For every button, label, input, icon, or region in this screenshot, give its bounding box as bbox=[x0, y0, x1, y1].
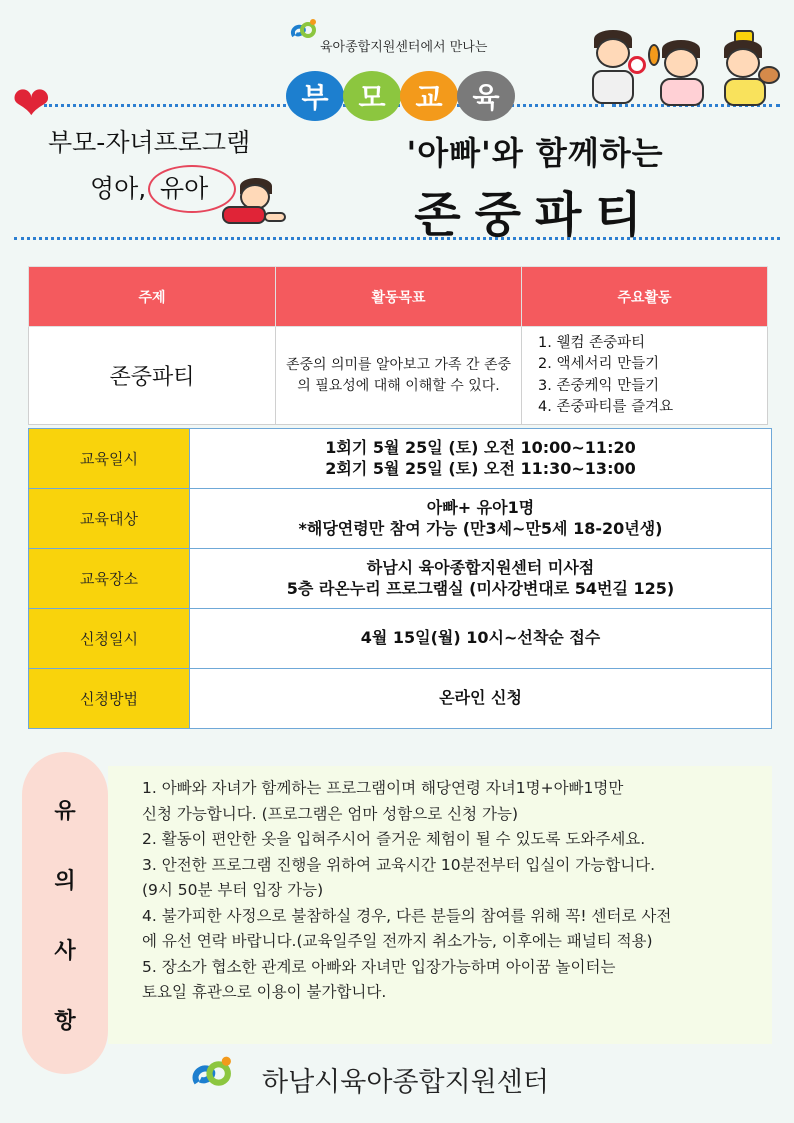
value-apply-date: 4월 15일(월) 10시~선착순 접수 bbox=[190, 609, 772, 669]
badge-2: 모 bbox=[343, 71, 401, 121]
note-line: 1. 아빠와 자녀가 함께하는 프로그램이며 해당연령 자녀1명+아빠1명만 bbox=[142, 779, 624, 797]
badge-3: 교 bbox=[400, 71, 458, 121]
info-table bbox=[28, 428, 772, 729]
header-activities: 주요활동 bbox=[522, 267, 768, 327]
footer-org-name: 하남시육아종합지원센터 bbox=[262, 1067, 549, 1098]
value-apply-method: 온라인 신청 bbox=[190, 669, 772, 729]
child-illustration bbox=[212, 178, 288, 232]
header-topic: 주제 bbox=[29, 267, 276, 327]
center-logo-icon bbox=[288, 16, 318, 46]
title-line2: 존중파티 bbox=[414, 187, 656, 243]
note-line: (9시 50분 부터 입장 가능) bbox=[142, 881, 324, 899]
summary-table bbox=[28, 266, 768, 425]
note-line: 신청 가능합니다. (프로그램은 엄마 성함으로 신청 가능) bbox=[142, 804, 518, 823]
label-target: 교육대상 bbox=[29, 489, 190, 549]
program-type-line2b: 유아 bbox=[160, 174, 209, 203]
notes-tab-char: 항 bbox=[54, 1009, 76, 1034]
label-apply-date: 신청일시 bbox=[29, 609, 190, 669]
cell-activities bbox=[522, 327, 768, 425]
cell-topic: 존중파티 bbox=[29, 327, 276, 425]
header-caption: 육아종합지원센터에서 만나는 bbox=[320, 40, 488, 55]
notes-tab-char: 의 bbox=[54, 869, 76, 894]
notes-box bbox=[108, 766, 772, 1044]
cell-goal: 존중의 의미를 알아보고 가족 간 존중의 필요성에 대해 이해할 수 있다. bbox=[276, 327, 522, 425]
header-bottom-divider bbox=[14, 237, 780, 240]
table-row bbox=[29, 549, 772, 609]
note-line: 토요일 휴관으로 이용이 불가합니다. bbox=[142, 983, 387, 1001]
table-row bbox=[29, 429, 772, 489]
activity-item: 3. 존중케익 만들기 bbox=[538, 377, 660, 394]
heart-icon: ❤ bbox=[12, 76, 51, 130]
notes-tab-char: 사 bbox=[54, 939, 76, 964]
activity-item: 1. 웰컴 존중파티 bbox=[538, 335, 646, 352]
note-line: 4. 불가피한 사정으로 불참하실 경우, 다른 분들의 참여를 위해 꼭! 센터로 사전 bbox=[142, 906, 672, 925]
note-line: 2. 활동이 편안한 옷을 입혀주시어 즐거운 체험이 될 수 있도록 도와주세요. bbox=[142, 830, 646, 848]
footer-logo-icon bbox=[180, 1052, 242, 1098]
note-line: 5. 장소가 협소한 관계로 아빠와 자녀만 입장가능하며 아이꿈 놀이터는 bbox=[142, 957, 616, 976]
label-location: 교육장소 bbox=[29, 549, 190, 609]
notes-tab bbox=[22, 752, 108, 1074]
badge-1: 부 bbox=[286, 71, 344, 121]
value-target: 아빠+ 유아1명 *해당연령만 참여 가능 (만3세~만5세 18-20년생) bbox=[190, 489, 772, 549]
note-line: 에 유선 연락 바랍니다.(교육일주일 전까지 취소가능, 이후에는 패널티 적용) bbox=[142, 932, 653, 950]
table-row bbox=[29, 609, 772, 669]
value-date: 1회기 5월 25일 (토) 오전 10:00~11:20 2회기 5월 25일 (토) 오전 11:30~13:00 bbox=[190, 429, 772, 489]
badge-4: 육 bbox=[457, 71, 515, 121]
activity-item: 2. 액세서리 만들기 bbox=[538, 356, 660, 373]
table-row bbox=[29, 489, 772, 549]
note-line: 3. 안전한 프로그램 진행을 위하여 교육시간 10분전부터 입실이 가능합니다. bbox=[142, 855, 656, 874]
notes-tab-char: 유 bbox=[54, 799, 76, 824]
kids-illustration bbox=[584, 26, 784, 110]
title-line1: '아빠'와 함께하는 bbox=[406, 134, 664, 172]
header-goal: 활동목표 bbox=[276, 267, 522, 327]
activity-item: 4. 존중파티를 즐겨요 bbox=[538, 398, 674, 415]
table-row bbox=[29, 669, 772, 729]
label-date: 교육일시 bbox=[29, 429, 190, 489]
program-type-line1: 부모-자녀프로그램 bbox=[48, 128, 251, 157]
program-type-line2a: 영아, bbox=[90, 174, 147, 203]
value-location: 하남시 육아종합지원센터 미사점 5층 라온누리 프로그램실 (미사강변대로 54번길 125) bbox=[190, 549, 772, 609]
label-apply-method: 신청방법 bbox=[29, 669, 190, 729]
